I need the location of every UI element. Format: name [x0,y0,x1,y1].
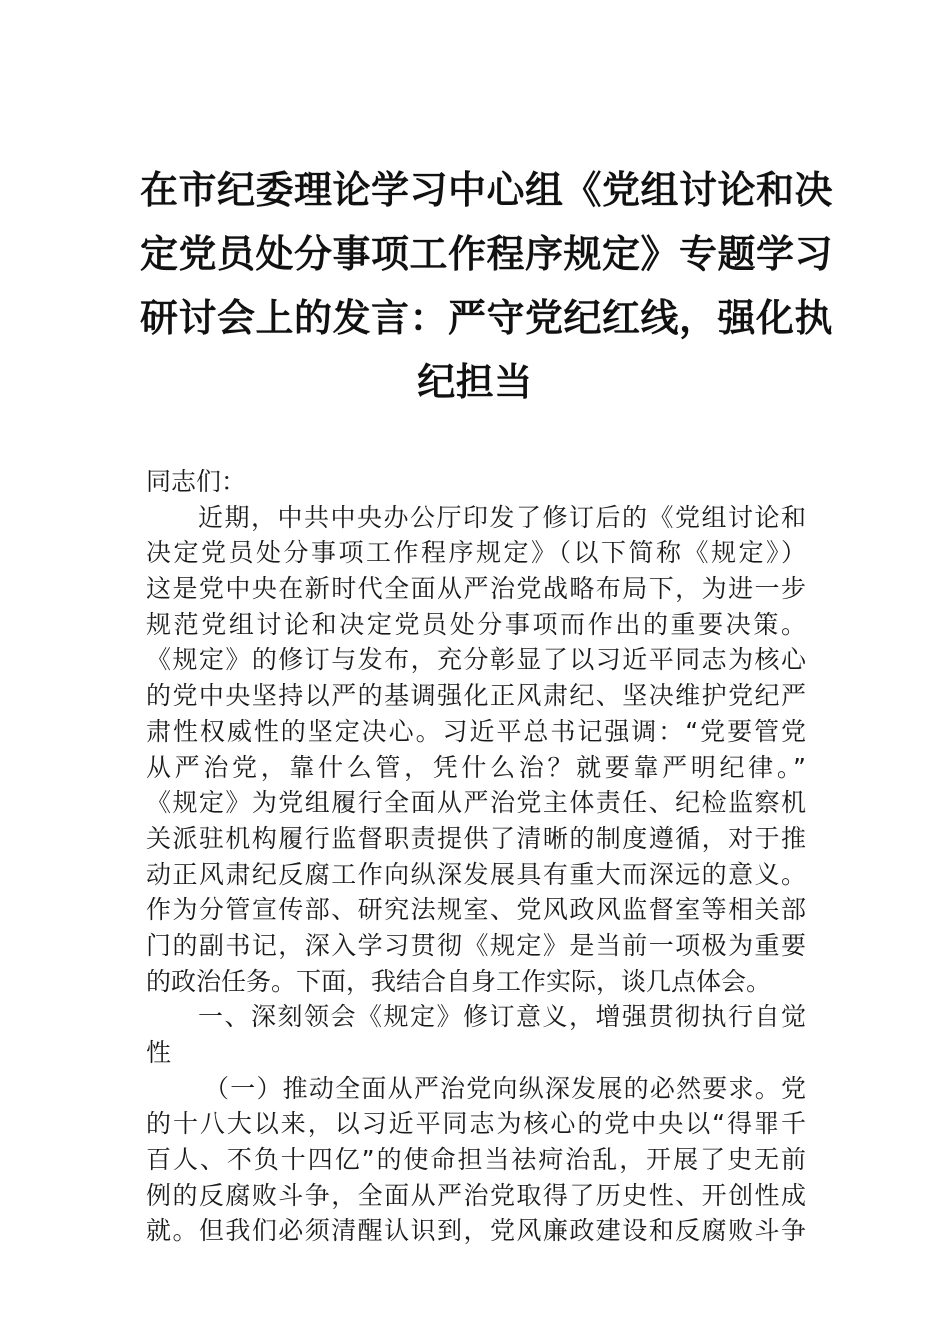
paragraph-line: 门的副书记，深入学习贯彻《规定》是当前一项极为重要 [146,930,806,960]
section-heading-continued: 性 [146,1038,172,1067]
paragraph-line: 百人、不负十四亿”的使命担当祛疴治乱，开展了史无前 [146,1145,806,1175]
paragraph-line: 就。但我们必须清醒认识到，党风廉政建设和反腐败斗争 [146,1216,806,1246]
paragraph-line: 决定党员处分事项工作程序规定》（以下简称《规定》） [146,538,806,568]
paragraph-line: 动正风肃纪反腐工作向纵深发展具有重大而深远的意义。 [146,859,806,889]
paragraph-line: 例的反腐败斗争，全面从严治党取得了历史性、开创性成 [146,1180,806,1210]
title-line: 在市纪委理论学习中心组《党组讨论和决 [140,167,834,212]
paragraph-line: 规范党组讨论和决定党员处分事项而作出的重要决策。 [146,609,806,639]
title-line: 纪担当 [417,359,533,404]
subsection-line: （一）推动全面从严治党向纵深发展的必然要求。党 [204,1073,806,1103]
paragraph-line: 这是党中央在新时代全面从严治党战略布局下，为进一步 [146,574,806,604]
section-heading: 一、深刻领会《规定》修订意义，增强贯彻执行自觉 [198,1002,806,1032]
paragraph-line: 的党中央坚持以严的基调强化正风肃纪、坚决维护党纪严 [146,681,806,711]
paragraph-line: 的十八大以来，以习近平同志为核心的党中央以“得罪千 [146,1109,806,1139]
document-body [146,464,806,1249]
salutation: 同志们： [146,467,247,496]
paragraph-line: 近期，中共中央办公厅印发了修订后的《党组讨论和 [198,502,806,532]
document-title [140,158,834,414]
paragraph-line: 肃性权威性的坚定决心。习近平总书记强调：“党要管党 [146,716,806,746]
title-line: 定党员处分事项工作程序规定》专题学习 [140,231,834,276]
paragraph-line: 作为分管宣传部、研究法规室、党风政风监督室等相关部 [146,895,806,925]
paragraph-line: 从严治党，靠什么管，凭什么治？就要靠严明纪律。” [146,752,806,782]
paragraph-line: 关派驻机构履行监督职责提供了清晰的制度遵循，对于推 [146,823,806,853]
paragraph-line: 《规定》的修订与发布，充分彰显了以习近平同志为核心 [146,645,806,675]
title-line: 研讨会上的发言：严守党纪红线，强化执 [140,295,834,340]
paragraph-line: 的政治任务。下面，我结合自身工作实际，谈几点体会。 [146,966,772,996]
paragraph-line: 《规定》为党组履行全面从严治党主体责任、纪检监察机 [146,788,806,818]
